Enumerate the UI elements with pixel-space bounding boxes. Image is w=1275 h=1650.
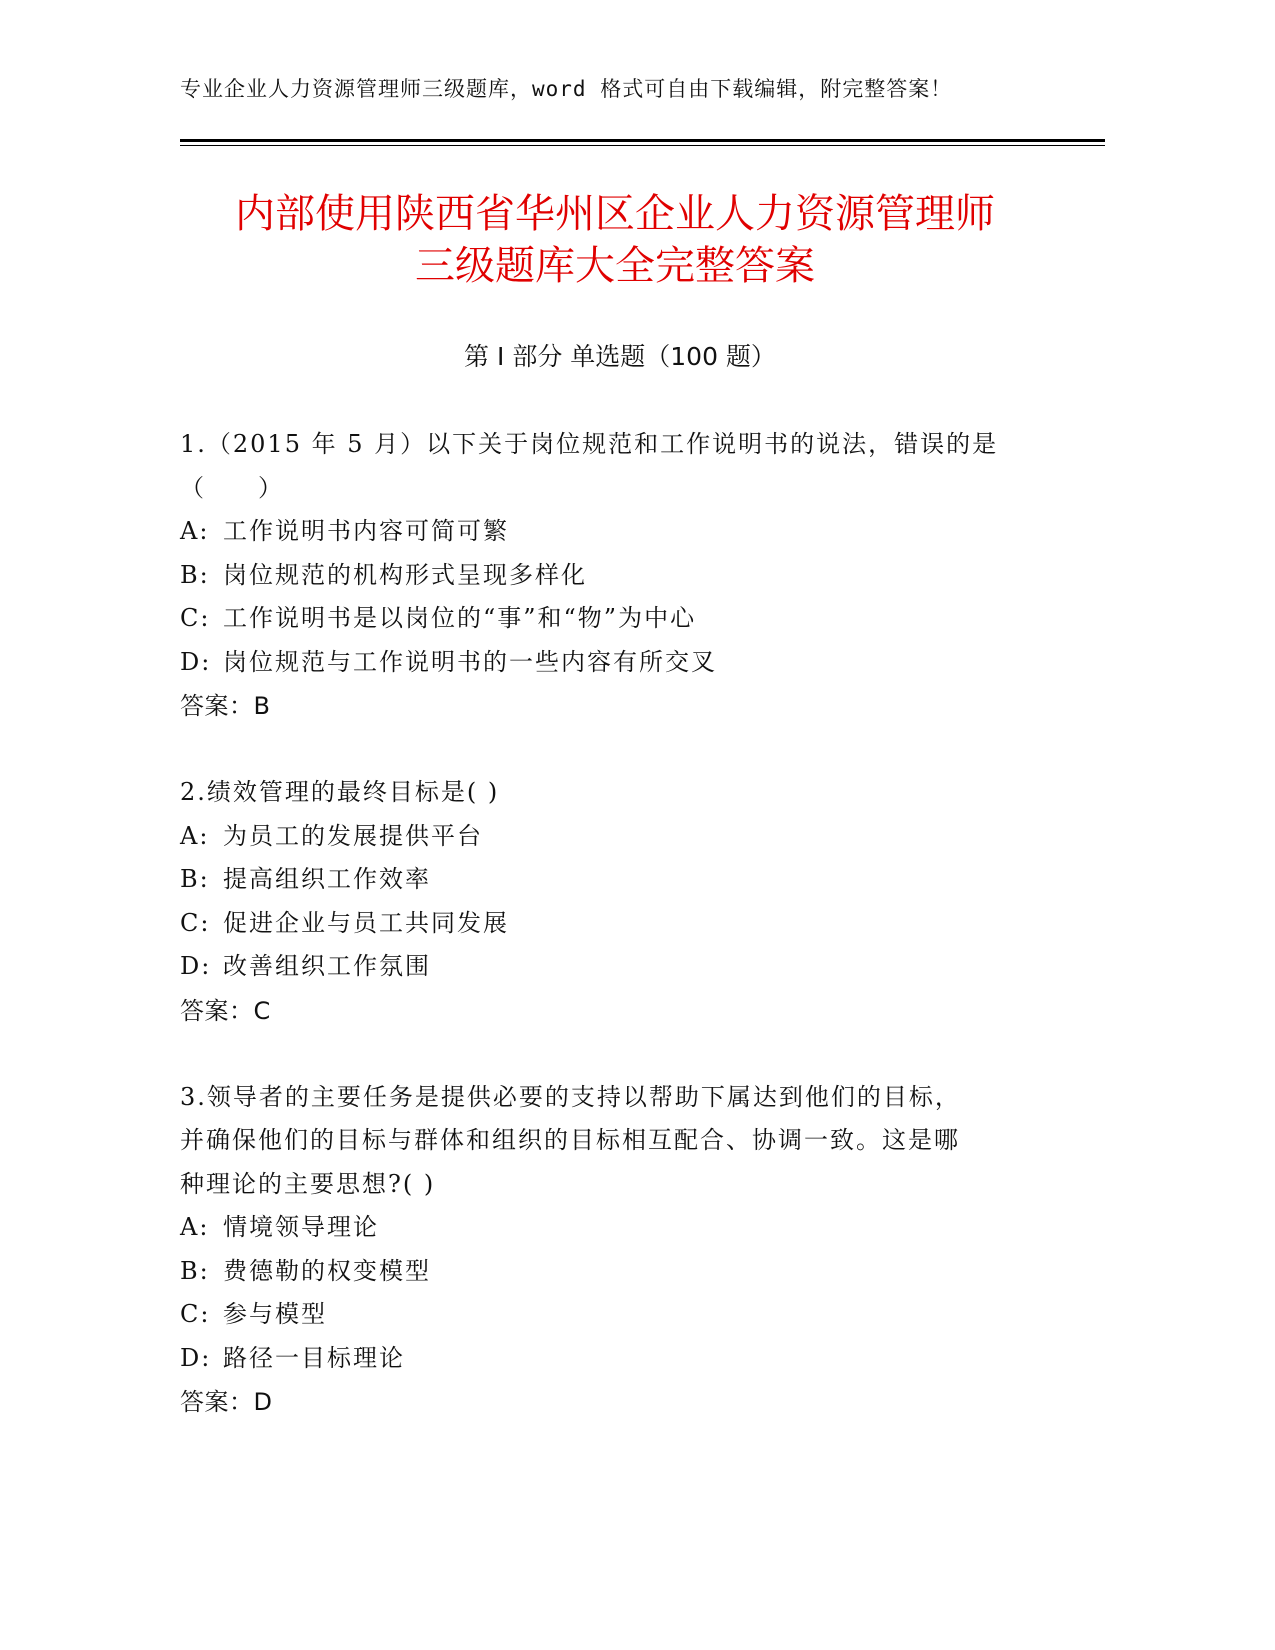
document-title-line: 三级题库大全完整答案 (415, 243, 815, 289)
question-stem (180, 423, 1080, 510)
answer-label: 答案：C (180, 996, 271, 1025)
option-d (180, 945, 1080, 989)
option-key: C: (180, 1300, 211, 1328)
document-title-line: 内部使用陕西省华州区企业人力资源管理师 (235, 191, 995, 237)
option-b (180, 858, 1080, 902)
question-3 (180, 1076, 1080, 1425)
option-key: C: (180, 908, 211, 937)
question-stem-line: 并确保他们的目标与群体和组织的目标相互配合、协调一致。这是哪 (180, 1126, 960, 1154)
question-stem (180, 771, 1080, 815)
option-key: C: (180, 604, 211, 632)
option-a (180, 510, 1080, 554)
option-text: 参与模型 (223, 1300, 327, 1328)
question-1 (180, 423, 1080, 728)
header-rule-thin (180, 145, 1105, 146)
option-a (180, 1206, 1080, 1250)
option-key: D: (180, 1343, 212, 1372)
option-text: 费德勒的权变模型 (223, 1256, 431, 1285)
option-key: D: (180, 952, 212, 980)
question-stem-line: 2.绩效管理的最终目标是( ) (180, 778, 500, 806)
option-b (180, 554, 1080, 598)
option-key: B: (180, 1256, 210, 1285)
option-key: D: (180, 647, 212, 676)
option-key: B: (180, 865, 210, 893)
option-c (180, 1293, 1080, 1337)
option-d (180, 1337, 1080, 1381)
option-text: 岗位规范的机构形式呈现多样化 (223, 560, 587, 589)
answer-label: 答案：D (180, 1388, 273, 1416)
option-key: A: (180, 1213, 210, 1241)
question-stem-line: 种理论的主要思想?( ) (180, 1169, 436, 1198)
option-a (180, 815, 1080, 859)
question-stem-line: （ ） (180, 473, 284, 502)
option-d (180, 641, 1080, 685)
option-text: 工作说明书是以岗位的“事”和“物”为中心 (223, 604, 697, 632)
option-text: 提高组织工作效率 (223, 865, 431, 893)
question-stem-line: 3.领导者的主要任务是提供必要的支持以帮助下属达到他们的目标， (180, 1082, 961, 1111)
question-stem (180, 1076, 1080, 1207)
question-stem-line: 1.（2015 年 5 月）以下关于岗位规范和工作说明书的说法，错误的是 (180, 430, 999, 458)
option-text: 岗位规范与工作说明书的一些内容有所交叉 (223, 647, 717, 676)
option-c (180, 597, 1080, 641)
option-b (180, 1250, 1080, 1294)
option-key: B: (180, 560, 210, 589)
question-2 (180, 771, 1080, 1033)
option-text: 路径一目标理论 (223, 1343, 405, 1372)
option-key: A: (180, 821, 210, 850)
question-list (180, 423, 1080, 1467)
option-text: 工作说明书内容可简可繁 (223, 517, 509, 545)
option-text: 改善组织工作氛围 (223, 952, 431, 980)
section-title: 第 I 部分 单选题（100 题） (464, 342, 776, 371)
header-note: 专业企业人力资源管理师三级题库，word 格式可自由下载编辑，附完整答案！ (180, 77, 953, 101)
document-title (150, 188, 1080, 292)
option-text: 为员工的发展提供平台 (223, 821, 483, 850)
option-key: A: (180, 517, 210, 545)
option-text: 促进企业与员工共同发展 (223, 908, 509, 937)
header-rule-thick (180, 139, 1105, 142)
answer-label: 答案：B (180, 692, 271, 720)
option-text: 情境领导理论 (223, 1213, 379, 1241)
option-c (180, 902, 1080, 946)
